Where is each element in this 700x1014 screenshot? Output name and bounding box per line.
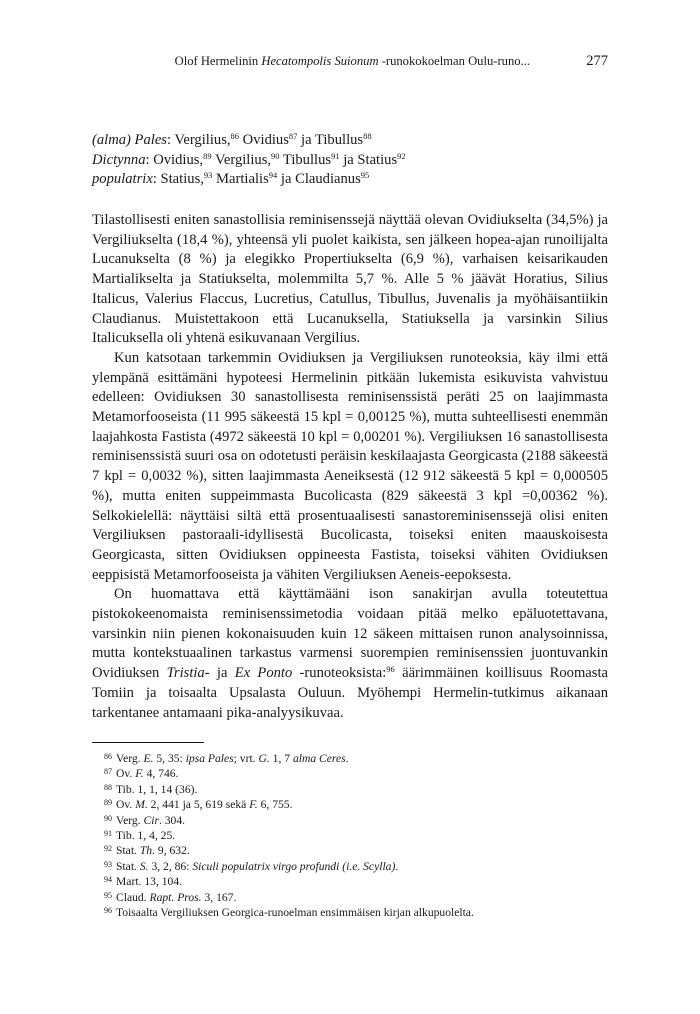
page-number: 277 <box>586 53 608 69</box>
body-text <box>92 211 608 723</box>
paragraph-method: On huomattava että käyttämääni ison sanakirjan avulla toteutettua pistokokeenomaista reminisenssimetodia voidaan pitää melko epäluotettavana, varsinkin niin pienen kokonaisuuden kuin 12 säkeen mittaisen runon analysoinnissa, mutta kontekstuaalinen tarkastus varmensi suorempien reminisenssien juontuvankin Ovidiuksen Tristia- ja Ex Ponto -runoteoksista:$^{96}$ äärimmäinen koillisuus Roomasta Tomiin ja toisaalta Upsalasta Ouluun. Myöhempi Hermelin-tutkimus aikanaan tarkentanee antamaani pika-analyysikuvaa. <box>92 586 608 721</box>
list-line-pales: (alma) Pales: Vergilius,$^{86}$ Ovidius$^{87}$ ja Tibullus$^{88}$ <box>92 131 372 148</box>
running-header <box>92 51 608 71</box>
footnote-96: 96 Toisaalta Vergiliuksen Georgica-runoelman ensimmäisen kirjan alkupuolelta. <box>104 906 474 920</box>
paragraph-ovid-vergil: Kun katsotaan tarkemmin Ovidiuksen ja Vergiliuksen runoteoksia, käy ilmi että ylempänä esittämäni hypoteesi Hermelinin pitkään lukemista esikuvista vahvistuu edelleen: Ovidiuksen 30 sanastollisesta reminisenssistä peräti 25 on laajimmasta Metamorfooseista (11 995 säkeestä 15 kpl = 0,00125 %), mutta suhteellisesti enemmän laajahkosta Fastista (4972 säkeestä 10 kpl = 0,00201 %). Vergiliuksen 16 sanastollisesta reminisenssistä suuri osa on odotetusti peräisin keskilaajasta Georgicasta (2188 säkeestä 7 kpl = 0,0032 %), sitten laajimmasta Aeneiksestä (12 912 säkeestä 5 kpl = 0,000505 %), mutta eniten suppeimmasta Bucolicasta (829 säkeestä 3 kpl =0,00362 %). Selkokielellä: näyttäisi siltä että prosentuaalisesti sanastoreminisenssejä olisi eniten Vergiliuksen pastoraali-idyllisestä Bucolicasta, toiseksi eniten maauskoisesta Georgicasta, sitten Ovidiuksen oppineesta Fastista, toiseksi vähiten Ovidiuksen eeppisistä Metamorfooseista ja vähiten Vergiliuksen Aeneis-eepoksesta. <box>92 349 608 583</box>
source-lists <box>92 131 608 190</box>
paragraph-statistics: Tilastollisesti eniten sanastollisia reminisenssejä näyttää olevan Ovidiukselta (34,5%) ja Vergiliukselta (18,4 %), yhteensä yli puolet kaikista, sen jälkeen hopea-ajan runoilijalta Lucanukselta (8 %) ja elegikko Propertiukselta (6,9 %), varhaisen keisarikauden Martialikselta ja Statiukselta, molemmilta 5,7 %. Alle 5 % jäävät Horatius, Silius Italicus, Valerius Flaccus, Lucretius, Catullus, Tibullus, Juvenalis ja myöhäisantiikin Claudianus. Muistettakoon että Lucanuksella, Statiuksella ja varsinkin Silius Italicuksella oli yhtenä esikuvanaan Vergilius. <box>92 212 608 347</box>
footnote-91: 91 Tib. 1, 4, 25. <box>104 829 176 843</box>
footnote-87: 87 Ov. F. 4, 746. <box>104 767 179 781</box>
footnote-89: 89 Ov. M. 2, 441 ja 5, 619 sekä F. 6, 755. <box>104 798 293 812</box>
running-header-title: Olof Hermelinin Hecatompolis Suionum -runokokoelman Oulu-runo... <box>174 54 530 68</box>
list-line-populatrix: populatrix: Statius,$^{93}$ Martialis$^{94}$ ja Claudianus$^{95}$ <box>92 170 370 187</box>
footnote-92: 92 Stat. Th. 9, 632. <box>104 844 190 858</box>
footnote-separator <box>92 742 204 743</box>
footnote-88: 88 Tib. 1, 1, 14 (36). <box>104 782 198 796</box>
footnote-93: 93 Stat. S. 3, 2, 86: Siculi populatrix virgo profundi (i.e. Scylla). <box>104 859 399 873</box>
footnotes <box>92 751 608 920</box>
footnote-ref-96[interactable]: 96 <box>386 664 395 675</box>
footnote-95: 95 Claud. Rapt. Pros. 3, 167. <box>104 890 237 904</box>
footnote-90: 90 Verg. Cir. 304. <box>104 813 186 827</box>
footnote-86: 86 Verg. E. 5, 35: ipsa Pales; vrt. G. 1, 7 alma Ceres. <box>104 752 349 765</box>
list-line-dictynna: Dictynna: Ovidius,$^{89}$ Vergilius,$^{90}$ Tibullus$^{91}$ ja Statius$^{92}$ <box>92 150 406 168</box>
footnote-94: 94 Mart. 13, 104. <box>104 875 183 889</box>
